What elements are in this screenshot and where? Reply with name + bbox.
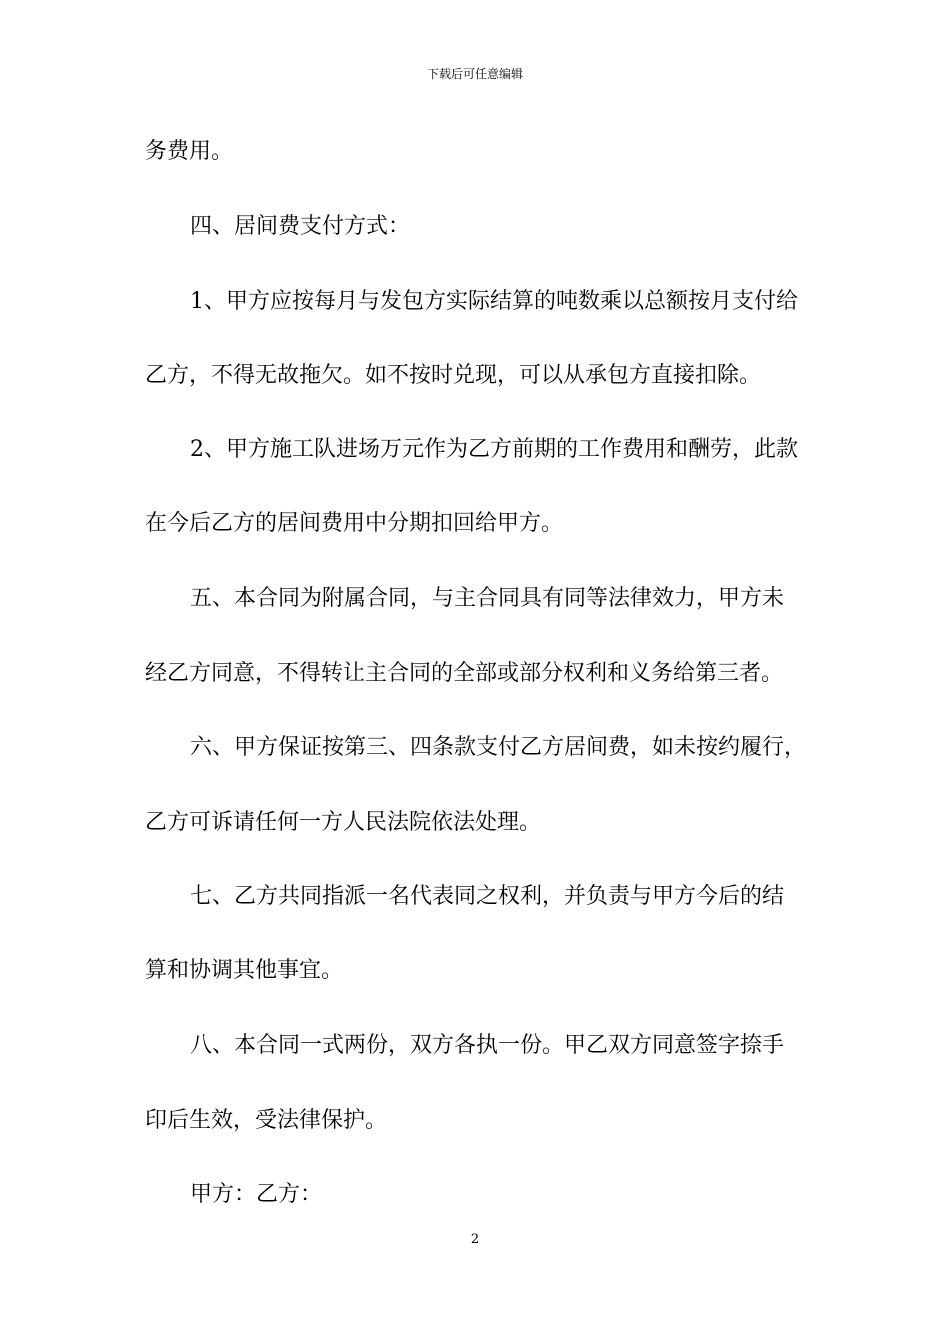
- page-header: 下载后可任意编辑: [426, 67, 523, 81]
- section-heading: 四、居间费支付方式：: [190, 214, 411, 239]
- signature-line: 甲方：乙方：: [190, 1182, 323, 1207]
- paragraph-line: 务费用。: [145, 139, 234, 164]
- paragraph-line: 经乙方同意，不得转让主合同的全部或部分权利和义务给第三者。: [145, 661, 784, 686]
- paragraph-line: 八、本合同一式两份，双方各执一份。甲乙双方同意签字捺手: [190, 1033, 785, 1058]
- paragraph-line: 1、甲方应按每月与发包方实际结算的吨数乘以总额按月支付给: [190, 289, 798, 314]
- paragraph-line: 六、甲方保证按第三、四条款支付乙方居间费，如未按约履行，: [190, 735, 807, 760]
- paragraph-line: 七、乙方共同指派一名代表同之权利，并负责与甲方今后的结: [190, 884, 785, 909]
- page-number: 2: [470, 1232, 480, 1247]
- paragraph-line: 五、本合同为附属合同，与主合同具有同等法律效力，甲方未: [190, 586, 785, 611]
- paragraph-line: 乙方，不得无故拖欠。如不按时兑现，可以从承包方直接扣除。: [145, 363, 762, 388]
- paragraph-line: 算和协调其他事宜。: [145, 958, 344, 983]
- paragraph-line: 在今后乙方的居间费用中分期扣回给甲方。: [145, 511, 564, 536]
- paragraph-line: 乙方可诉请任何一方人民法院依法处理。: [145, 810, 542, 835]
- paragraph-line: 印后生效，受法律保护。: [145, 1108, 388, 1133]
- paragraph-line: 2、甲方施工队进场万元作为乙方前期的工作费用和酬劳，此款: [190, 437, 798, 462]
